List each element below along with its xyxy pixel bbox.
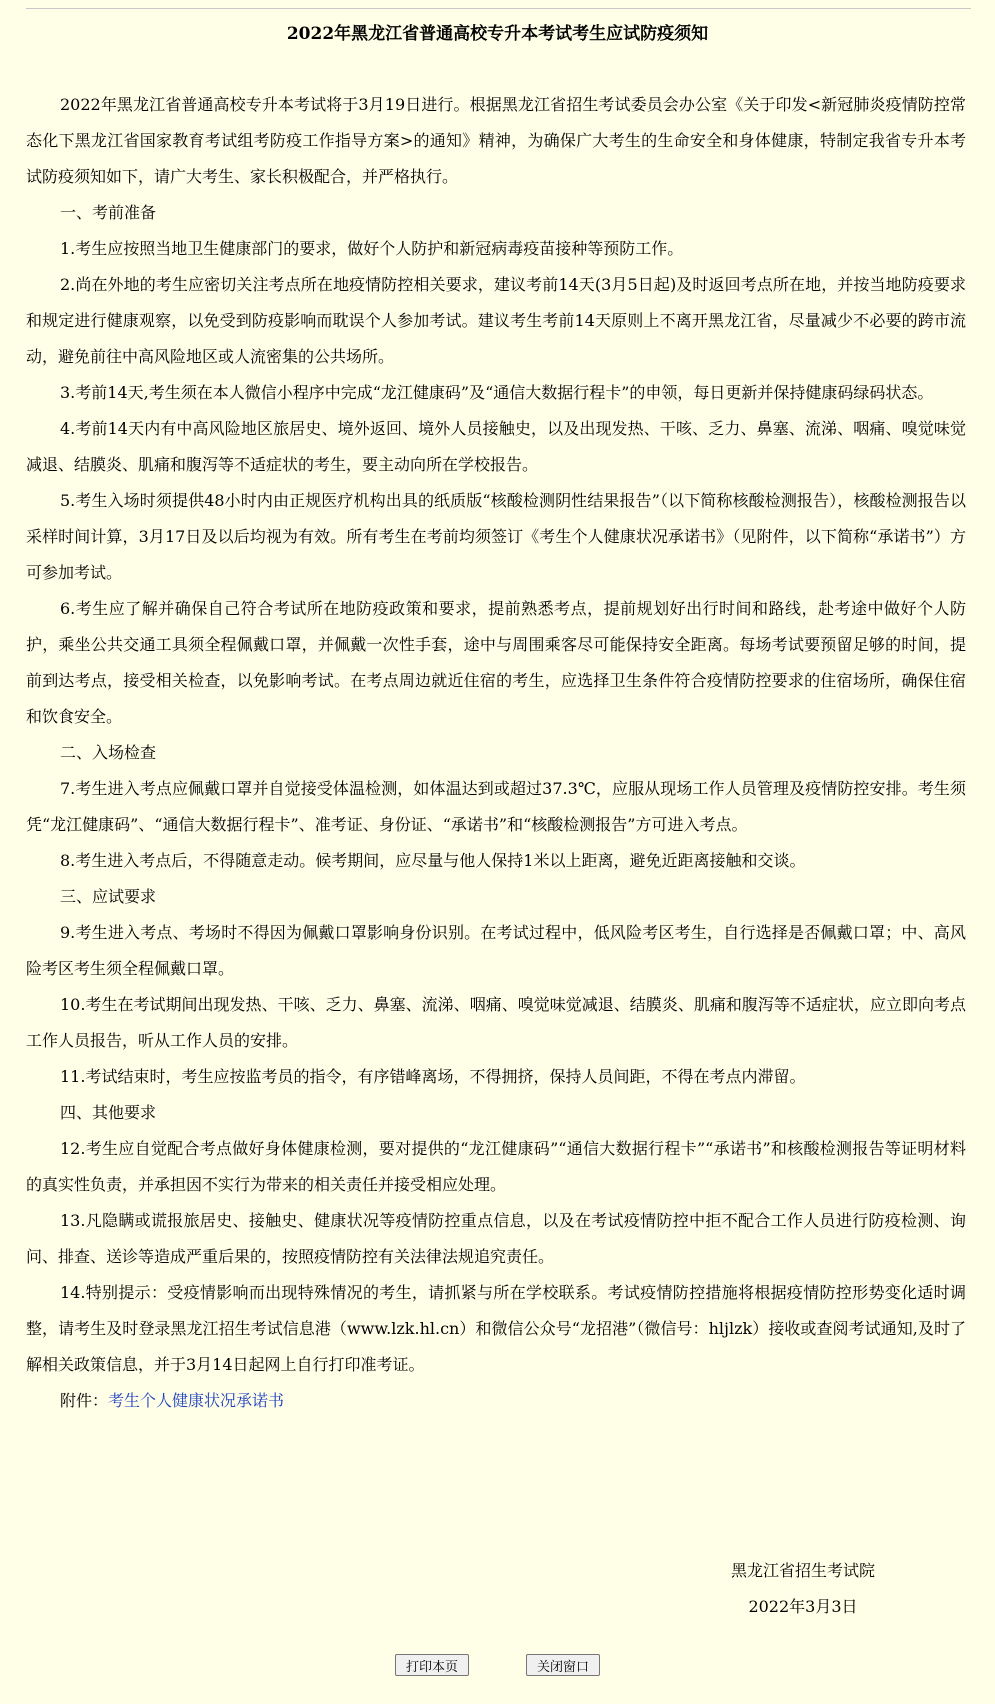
top-divider (26, 8, 971, 9)
paragraph: 6.考生应了解并确保自己符合考试所在地防疫政策和要求，提前熟悉考点，提前规划好出行时间和路线，赴考途中做好个人防护，乘坐公共交通工具须全程佩戴口罩，并佩戴一次性手套，途中与周围乘客尽可能保持安全距离。每场考试要预留足够的时间，提前到达考点，接受相关检查，以免影响考试。在考点周边就近住宿的考生，应选择卫生条件符合疫情防控要求的住宿场所，确保住宿和饮食安全。 (26, 599, 966, 726)
paragraph: 14.特别提示：受疫情影响而出现特殊情况的考生，请抓紧与所在学校联系。考试疫情防控措施将根据疫情防控形势变化适时调整，请考生及时登录黑龙江招生考试信息港（www.lzk.hl.cn）和微信公众号“龙招港”（微信号：hljlzk）接收或查阅考试通知,及时了解相关政策信息，并于3月14日起网上自行打印准考证。 (26, 1283, 966, 1374)
section-heading: 四、其他要求 (60, 1103, 157, 1122)
close-window-button[interactable]: 关闭窗口 (526, 1654, 600, 1676)
paragraph: 3.考前14天,考生须在本人微信小程序中完成“龙江健康码”及“通信大数据行程卡”的申领，每日更新并保持健康码绿码状态。 (60, 383, 934, 402)
section-heading: 三、应试要求 (60, 887, 157, 906)
signature-org: 黑龙江省招生考试院 (730, 1561, 875, 1580)
attachment-link[interactable]: 考生个人健康状况承诺书 (108, 1391, 285, 1410)
action-bar (0, 1654, 995, 1676)
attachment-label: 附件： (60, 1391, 109, 1410)
section-heading: 一、考前准备 (60, 203, 157, 222)
paragraph: 11.考试结束时，考生应按监考员的指令，有序错峰离场，不得拥挤，保持人员间距，不得在考点内滞留。 (60, 1067, 806, 1086)
paragraph: 2.尚在外地的考生应密切关注考点所在地疫情防控相关要求，建议考前14天(3月5日起)及时返回考点所在地，并按当地防疫要求和规定进行健康观察，以免受到防疫影响而耽误个人参加考试。建议考生考前14天原则上不离开黑龙江省，尽量减少不必要的跨市流动，避免前往中高风险地区或人流密集的公共场所。 (26, 275, 966, 366)
paragraph: 12.考生应自觉配合考点做好身体健康检测，要对提供的“龙江健康码”“通信大数据行程卡”“承诺书”和核酸检测报告等证明材料的真实性负责，并承担因不实行为带来的相关责任并接受相应处理。 (26, 1139, 966, 1194)
page-title: 2022年黑龙江省普通高校专升本考试考生应试防疫须知 (286, 24, 709, 44)
paragraph: 13.凡隐瞒或谎报旅居史、接触史、健康状况等疫情防控重点信息，以及在考试疫情防控中拒不配合工作人员进行防疫检测、询问、排查、送诊等造成严重后果的，按照疫情防控有关法律法规追究责任。 (26, 1211, 966, 1266)
signature-block (731, 1553, 875, 1625)
notice-body (26, 87, 966, 1419)
paragraph: 4.考前14天内有中高风险地区旅居史、境外返回、境外人员接触史，以及出现发热、干咳、乏力、鼻塞、流涕、咽痛、嗅觉味觉减退、结膜炎、肌痛和腹泻等不适症状的考生，要主动向所在学校报告。 (26, 419, 966, 474)
paragraph: 10.考生在考试期间出现发热、干咳、乏力、鼻塞、流涕、咽痛、嗅觉味觉减退、结膜炎、肌痛和腹泻等不适症状，应立即向考点工作人员报告，听从工作人员的安排。 (26, 995, 966, 1050)
paragraph: 9.考生进入考点、考场时不得因为佩戴口罩影响身份识别。在考试过程中，低风险考区考生，自行选择是否佩戴口罩；中、高风险考区考生须全程佩戴口罩。 (26, 923, 966, 978)
paragraph: 1.考生应按照当地卫生健康部门的要求，做好个人防护和新冠病毒疫苗接种等预防工作。 (60, 239, 684, 258)
paragraph: 8.考生进入考点后，不得随意走动。候考期间，应尽量与他人保持1米以上距离，避免近距离接触和交谈。 (60, 851, 806, 870)
section-heading: 二、入场检查 (60, 743, 157, 762)
paragraph: 5.考生入场时须提供48小时内由正规医疗机构出具的纸质版“核酸检测阴性结果报告”（以下简称核酸检测报告），核酸检测报告以采样时间计算，3月17日及以后均视为有效。所有考生在考前均须签订《考生个人健康状况承诺书》（见附件，以下简称“承诺书”）方可参加考试。 (26, 491, 966, 582)
signature-date: 2022年3月3日 (748, 1597, 858, 1616)
intro-paragraph: 2022年黑龙江省普通高校专升本考试将于3月19日进行。根据黑龙江省招生考试委员会办公室《关于印发<新冠肺炎疫情防控常态化下黑龙江省国家教育考试组考防疫工作指导方案>的通知》精神，为确保广大考生的生命安全和身体健康，特制定我省专升本考试防疫须知如下，请广大考生、家长积极配合，并严格执行。 (26, 95, 966, 186)
paragraph: 7.考生进入考点应佩戴口罩并自觉接受体温检测，如体温达到或超过37.3℃，应服从现场工作人员管理及疫情防控安排。考生须凭“龙江健康码”、“通信大数据行程卡”、准考证、身份证、“承诺书”和“核酸检测报告”方可进入考点。 (26, 779, 966, 834)
print-button[interactable]: 打印本页 (395, 1654, 469, 1676)
attachment-line (26, 1383, 966, 1419)
